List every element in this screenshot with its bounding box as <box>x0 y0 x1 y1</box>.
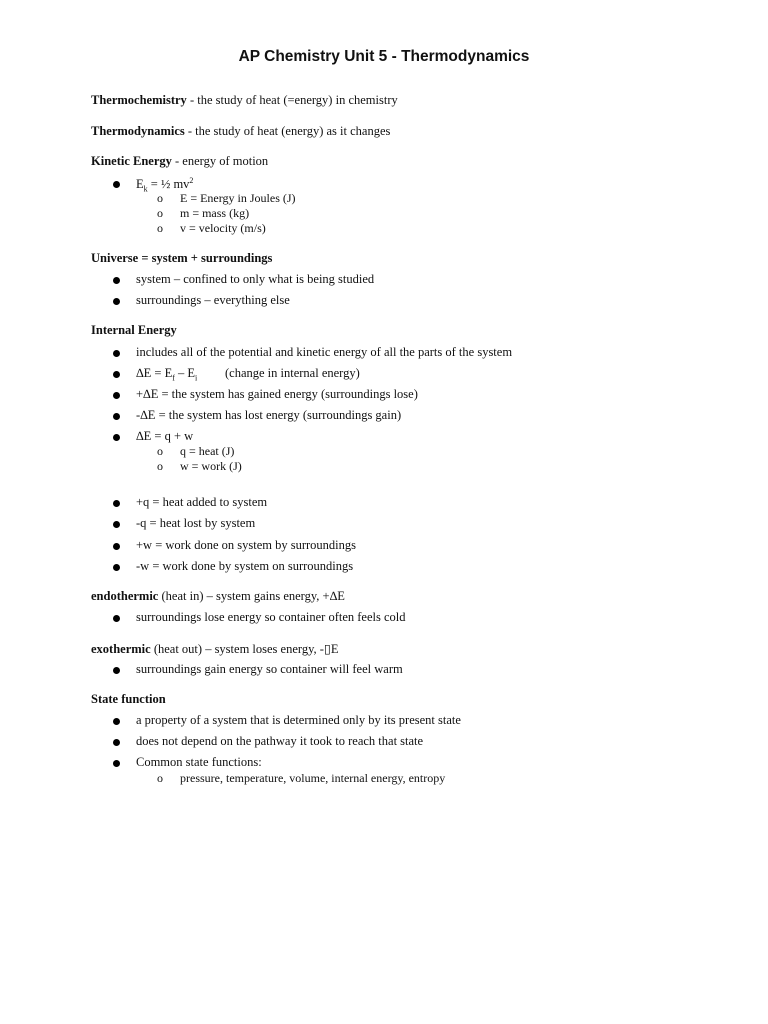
endothermic-definition <box>91 589 345 604</box>
document-title: AP Chemistry Unit 5 - Thermodynamics <box>238 48 530 65</box>
sub-bullet-marker: o <box>157 771 163 785</box>
sub-bullet-marker: o <box>157 221 163 235</box>
thermodynamics-def-text: - the study of heat (energy) as it changes <box>184 124 391 138</box>
kinetic-energy-definition <box>91 154 268 169</box>
bullet-icon <box>113 615 120 622</box>
list-item-text: does not depend on the pathway it took to reach that state <box>136 734 424 748</box>
sub-item-text: v = velocity (m/s) <box>180 221 266 235</box>
list-item-text: -w = work done by system on surroundings <box>136 559 354 573</box>
sub-item-text: pressure, temperature, volume, internal energy, entropy <box>180 771 446 785</box>
bullet-icon <box>113 667 120 674</box>
term-exothermic: exothermic <box>91 642 151 656</box>
bullet-icon <box>113 564 120 571</box>
list-item-text: -q = heat lost by system <box>136 516 256 530</box>
sub-item-text: w = work (J) <box>180 459 242 473</box>
bullet-icon <box>113 392 120 399</box>
list-item-text: system – confined to only what is being studied <box>136 272 375 286</box>
internal-energy-heading <box>91 323 177 338</box>
term-thermochemistry: Thermochemistry <box>91 93 187 107</box>
term-endothermic: endothermic <box>91 589 159 603</box>
list-item-text: surroundings gain energy so container will feel warm <box>136 662 403 676</box>
missing-glyph-box: ▯ <box>323 642 331 656</box>
exothermic-definition <box>91 641 338 657</box>
sub-bullet-marker: o <box>157 444 163 458</box>
exothermic-def-end: E <box>330 642 339 656</box>
delta-e-note: (change in internal energy) <box>225 366 360 380</box>
bullet-icon <box>113 500 120 507</box>
list-item-text: +q = heat added to system <box>136 495 268 509</box>
bullet-icon <box>113 413 120 420</box>
bullet-icon <box>113 739 120 746</box>
kinetic-formula: $E_k$ = ½ $mv^2$ <box>136 176 194 194</box>
list-item-text: surroundings – everything else <box>136 293 290 307</box>
thermodynamics-definition <box>91 124 390 139</box>
state-function-heading <box>91 692 166 707</box>
sub-bullet-marker: o <box>157 206 163 220</box>
term-thermodynamics: Thermodynamics <box>91 124 185 138</box>
term-internal-energy: Internal Energy <box>91 323 177 337</box>
list-item-text: +w = work done on system by surroundings <box>136 538 356 552</box>
bullet-icon <box>113 298 120 305</box>
exothermic-def-text: (heat out) – system loses energy, - <box>150 642 324 656</box>
sub-item-text: m = mass (kg) <box>180 206 250 220</box>
thermochemistry-definition <box>91 93 398 108</box>
term-state-function: State function <box>91 692 166 706</box>
universe-heading <box>91 251 272 266</box>
bullet-icon <box>113 543 120 550</box>
delta-e-formula: $\Delta E = E_f - E_i$ <box>136 366 198 383</box>
list-item-text: surroundings lose energy so container often feels cold <box>136 610 406 624</box>
list-item-text: includes all of the potential and kinetic energy of all the parts of the system <box>136 345 513 359</box>
bullet-icon <box>113 521 120 528</box>
list-item-text: a property of a system that is determined only by its present state <box>136 713 461 727</box>
kinetic-def-text: - energy of motion <box>171 154 269 168</box>
list-item-text: Common state functions: <box>136 755 262 769</box>
list-item-text: -∆E = the system has lost energy (surroundings gain) <box>136 408 402 422</box>
list-item-text: ∆E = q + w <box>136 429 194 443</box>
sub-bullet-marker: o <box>157 191 163 205</box>
sub-item-text: E = Energy in Joules (J) <box>180 191 296 205</box>
bullet-icon <box>113 181 120 188</box>
endothermic-def-text: (heat in) – system gains energy, +∆E <box>158 589 345 603</box>
bullet-icon <box>113 277 120 284</box>
term-kinetic-energy: Kinetic Energy <box>91 154 172 168</box>
term-universe: Universe = system + surroundings <box>91 251 273 265</box>
list-item-text: +∆E = the system has gained energy (surroundings lose) <box>136 387 418 401</box>
bullet-icon <box>113 718 120 725</box>
bullet-icon <box>113 760 120 767</box>
bullet-icon <box>113 434 120 441</box>
sub-item-text: q = heat (J) <box>180 444 235 458</box>
thermochemistry-def-text: - the study of heat (=energy) in chemistry <box>186 93 398 107</box>
bullet-icon <box>113 350 120 357</box>
bullet-icon <box>113 371 120 378</box>
sub-bullet-marker: o <box>157 459 163 473</box>
